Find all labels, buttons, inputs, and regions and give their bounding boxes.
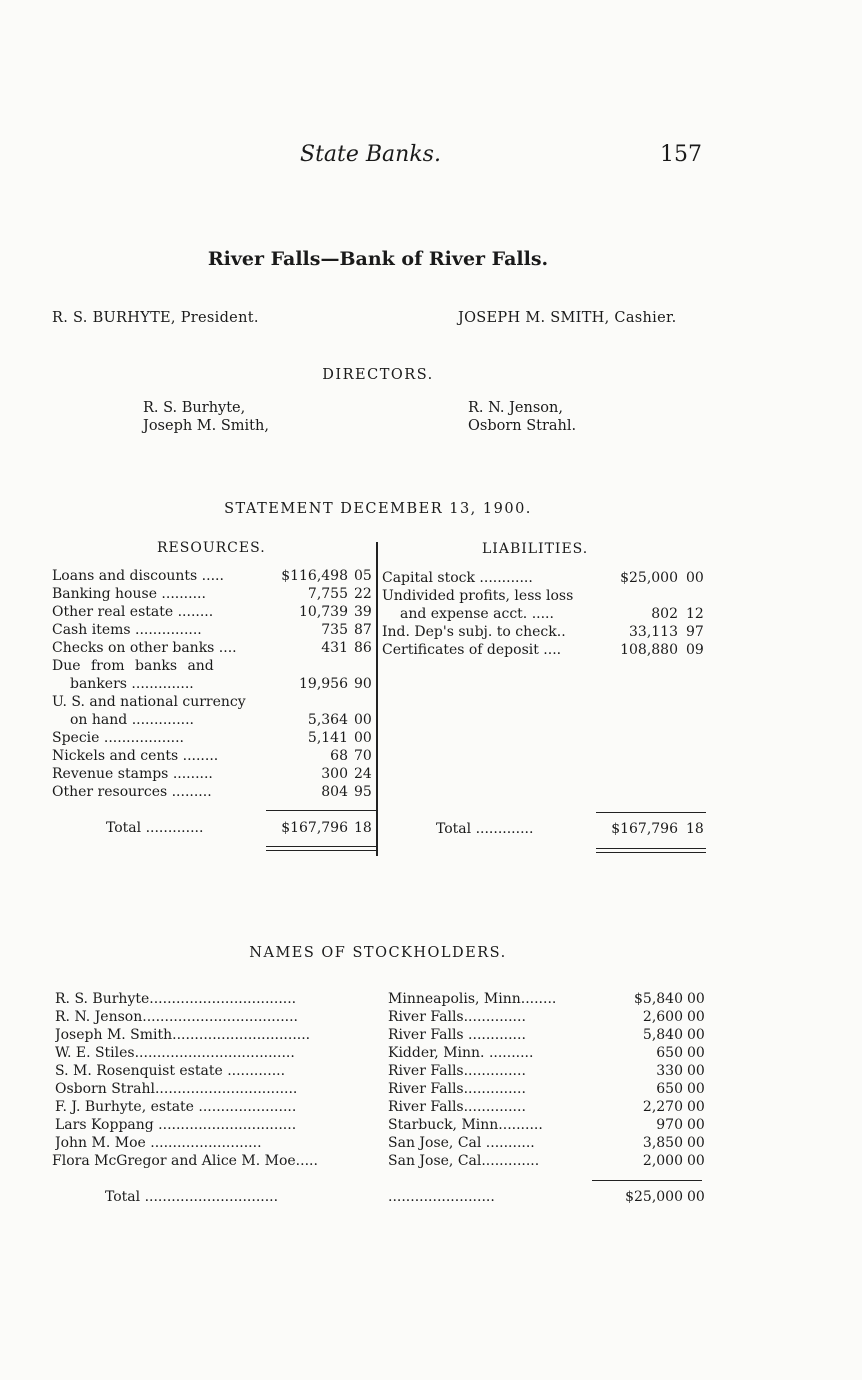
resources-heading: RESOURCES.	[157, 540, 266, 556]
resource-dollars: 804	[321, 784, 348, 800]
resource-label: Other real estate ........	[52, 604, 214, 620]
resource-row	[52, 585, 376, 603]
director: Osborn Strahl.	[468, 418, 577, 434]
stockholder-place: River Falls..............	[388, 1081, 526, 1097]
stockholder-place: Kidder, Minn. ..........	[388, 1045, 534, 1061]
stockholder-cents: 00	[687, 1027, 705, 1043]
stockholder-dollars: $5,840	[634, 991, 683, 1007]
stockholder-dollars: 2,270	[642, 1099, 683, 1115]
resource-cents: 22	[354, 586, 372, 602]
stockholder-name: Osborn Strahl................................	[55, 1081, 298, 1097]
stockholder-cents: 00	[687, 1063, 705, 1079]
resource-dollars: $116,498	[281, 568, 348, 584]
resource-row	[52, 729, 376, 747]
resource-cents: 87	[354, 622, 372, 638]
liability-label: Undivided profits, less loss	[382, 588, 574, 604]
resource-label: Cash items ...............	[52, 622, 202, 638]
liability-label: Ind. Dep's subj. to check..	[382, 624, 566, 640]
resource-dollars: 10,739	[299, 604, 348, 620]
stockholder-dollars: 5,840	[642, 1027, 683, 1043]
resource-row	[52, 747, 376, 765]
resource-label: on hand ..............	[70, 712, 194, 728]
stockholder-place: River Falls .............	[388, 1027, 526, 1043]
resource-label: bankers ..............	[70, 676, 194, 692]
liability-row	[382, 623, 712, 641]
resource-label: Other resources .........	[52, 784, 212, 800]
president: R. S. BURHYTE, President.	[52, 310, 259, 326]
stockholder-name: W. E. Stiles....................................	[55, 1045, 295, 1061]
resource-dollars: 68	[330, 748, 348, 764]
stockholder-cents: 00	[687, 991, 705, 1007]
resource-cents: 86	[354, 640, 372, 656]
stockholder-row	[55, 1116, 715, 1134]
liability-row	[382, 605, 712, 623]
total-label: Total .............	[436, 821, 534, 837]
directors-right	[468, 399, 576, 435]
resource-row	[52, 765, 376, 783]
stockholder-name: F. J. Burhyte, estate ......................	[55, 1099, 297, 1115]
resource-cents: 00	[354, 712, 372, 728]
total-cents: 18	[686, 821, 704, 837]
liability-cents: 09	[686, 642, 704, 658]
liabilities-total-row	[382, 820, 712, 838]
stockholder-place: Starbuck, Minn..........	[388, 1117, 543, 1133]
stockholder-cents: 00	[687, 1117, 705, 1133]
stockholder-name: Lars Koppang ...............................	[55, 1117, 297, 1133]
bank-title: River Falls—Bank of River Falls.	[207, 248, 549, 270]
resources-total-rule	[266, 846, 376, 847]
resources-total-row	[52, 819, 376, 837]
stockholder-dollars: 650	[656, 1081, 683, 1097]
stockholder-row	[55, 990, 715, 1008]
liability-cents: 00	[686, 570, 704, 586]
running-head: State Banks.	[300, 142, 441, 167]
resource-row	[52, 711, 376, 729]
resource-cents: 39	[354, 604, 372, 620]
stockholder-cents: 00	[687, 1045, 705, 1061]
resource-dollars: 19,956	[299, 676, 348, 692]
stockholder-dollars: 970	[656, 1117, 683, 1133]
stockholder-name: Flora McGregor and Alice M. Moe.....	[52, 1153, 318, 1169]
resource-label: Banking house ..........	[52, 586, 206, 602]
resource-row	[52, 693, 376, 711]
stockholder-dollars: 2,600	[642, 1009, 683, 1025]
total-cents: 00	[687, 1189, 705, 1205]
resources-total-rule	[266, 850, 376, 851]
director: Joseph M. Smith,	[143, 418, 269, 434]
stockholder-place: San Jose, Cal.............	[388, 1153, 540, 1169]
liability-dollars: 108,880	[620, 642, 678, 658]
resource-row	[52, 783, 376, 801]
resource-dollars: 300	[321, 766, 348, 782]
directors-heading: DIRECTORS.	[322, 367, 434, 383]
resource-label: U. S. and national currency	[52, 694, 246, 710]
liabilities-total-rule	[596, 852, 706, 853]
resource-cents: 05	[354, 568, 372, 584]
liability-dollars: 33,113	[629, 624, 678, 640]
liability-dollars: $25,000	[620, 570, 678, 586]
resource-cents: 95	[354, 784, 372, 800]
liabilities-table	[382, 569, 712, 849]
resource-label: Loans and discounts .....	[52, 568, 224, 584]
stockholder-place: Minneapolis, Minn........	[388, 991, 557, 1007]
resource-row	[52, 603, 376, 621]
total-dollars: $25,000	[625, 1189, 683, 1205]
stockholder-row	[52, 1152, 712, 1170]
liability-cents: 97	[686, 624, 704, 640]
stockholder-cents: 00	[687, 1099, 705, 1115]
directors-left	[143, 399, 269, 435]
resource-label: Specie ..................	[52, 730, 184, 746]
stockholder-cents: 00	[687, 1009, 705, 1025]
stockholders-total-row	[55, 1188, 715, 1206]
resource-row	[52, 567, 376, 585]
resource-dollars: 7,755	[307, 586, 348, 602]
stockholders-heading: NAMES OF STOCKHOLDERS.	[249, 945, 507, 961]
stockholder-cents: 00	[687, 1153, 705, 1169]
resource-dollars: 5,141	[307, 730, 348, 746]
resource-dollars: 5,364	[307, 712, 348, 728]
resource-cents: 90	[354, 676, 372, 692]
stockholder-dollars: 650	[656, 1045, 683, 1061]
statement-heading: STATEMENT DECEMBER 13, 1900.	[224, 501, 532, 517]
resources-sum-rule	[266, 810, 376, 811]
stockholder-dollars: 330	[656, 1063, 683, 1079]
liabilities-total-rule	[596, 848, 706, 849]
resource-label: Checks on other banks ....	[52, 640, 237, 656]
stockholder-name: R. S. Burhyte.................................	[55, 991, 297, 1007]
resource-row	[52, 675, 376, 693]
director: R. S. Burhyte,	[143, 400, 246, 416]
liabilities-heading: LIABILITIES.	[482, 541, 589, 557]
stockholder-row	[55, 1062, 715, 1080]
resource-row	[52, 657, 376, 675]
stockholder-place: San Jose, Cal ...........	[388, 1135, 535, 1151]
stockholder-dollars: 2,000	[642, 1153, 683, 1169]
liability-label: Certificates of deposit ....	[382, 642, 562, 658]
total-dollars: $167,796	[281, 820, 348, 836]
liabilities-sum-rule	[596, 812, 706, 813]
liability-row	[382, 641, 712, 659]
stockholder-dollars: 3,850	[642, 1135, 683, 1151]
resource-dollars: 431	[321, 640, 348, 656]
stockholder-row	[55, 1098, 715, 1116]
liability-label: Capital stock ............	[382, 570, 533, 586]
stockholder-name: S. M. Rosenquist estate .............	[55, 1063, 286, 1079]
resource-cents: 70	[354, 748, 372, 764]
stockholder-cents: 00	[687, 1135, 705, 1151]
page-number: 157	[660, 142, 702, 167]
total-cents: 18	[354, 820, 372, 836]
stockholder-row	[55, 1008, 715, 1026]
stockholder-place: River Falls..............	[388, 1063, 526, 1079]
liability-dollars: 802	[651, 606, 678, 622]
director: R. N. Jenson,	[468, 400, 563, 416]
total-label: Total ..............................	[105, 1189, 279, 1205]
liability-row	[382, 569, 712, 587]
stockholder-row	[55, 1044, 715, 1062]
column-divider	[376, 542, 378, 856]
stockholders-sum-rule	[592, 1180, 702, 1181]
liability-cents: 12	[686, 606, 704, 622]
stockholder-place: River Falls..............	[388, 1099, 526, 1115]
total-dollars: $167,796	[611, 821, 678, 837]
liability-row	[382, 587, 712, 605]
resource-row	[52, 639, 376, 657]
stockholder-row	[55, 1134, 715, 1152]
resource-row	[52, 621, 376, 639]
resource-label: Nickels and cents ........	[52, 748, 219, 764]
total-leader: ........................	[388, 1189, 495, 1205]
liability-label: and expense acct. .....	[400, 606, 554, 622]
stockholder-row	[55, 1080, 715, 1098]
resources-table	[52, 567, 376, 847]
stockholder-place: River Falls..............	[388, 1009, 526, 1025]
resource-label: Revenue stamps .........	[52, 766, 213, 782]
cashier: JOSEPH M. SMITH, Cashier.	[458, 310, 677, 326]
stockholder-cents: 00	[687, 1081, 705, 1097]
resource-label: Due from banks and	[52, 658, 214, 674]
total-label: Total .............	[106, 820, 204, 836]
stockholder-name: Joseph M. Smith...............................	[55, 1027, 311, 1043]
stockholder-name: R. N. Jenson...................................	[55, 1009, 298, 1025]
resource-dollars: 735	[321, 622, 348, 638]
resource-cents: 00	[354, 730, 372, 746]
resource-cents: 24	[354, 766, 372, 782]
stockholder-row	[55, 1026, 715, 1044]
stockholder-name: John M. Moe .........................	[55, 1135, 262, 1151]
